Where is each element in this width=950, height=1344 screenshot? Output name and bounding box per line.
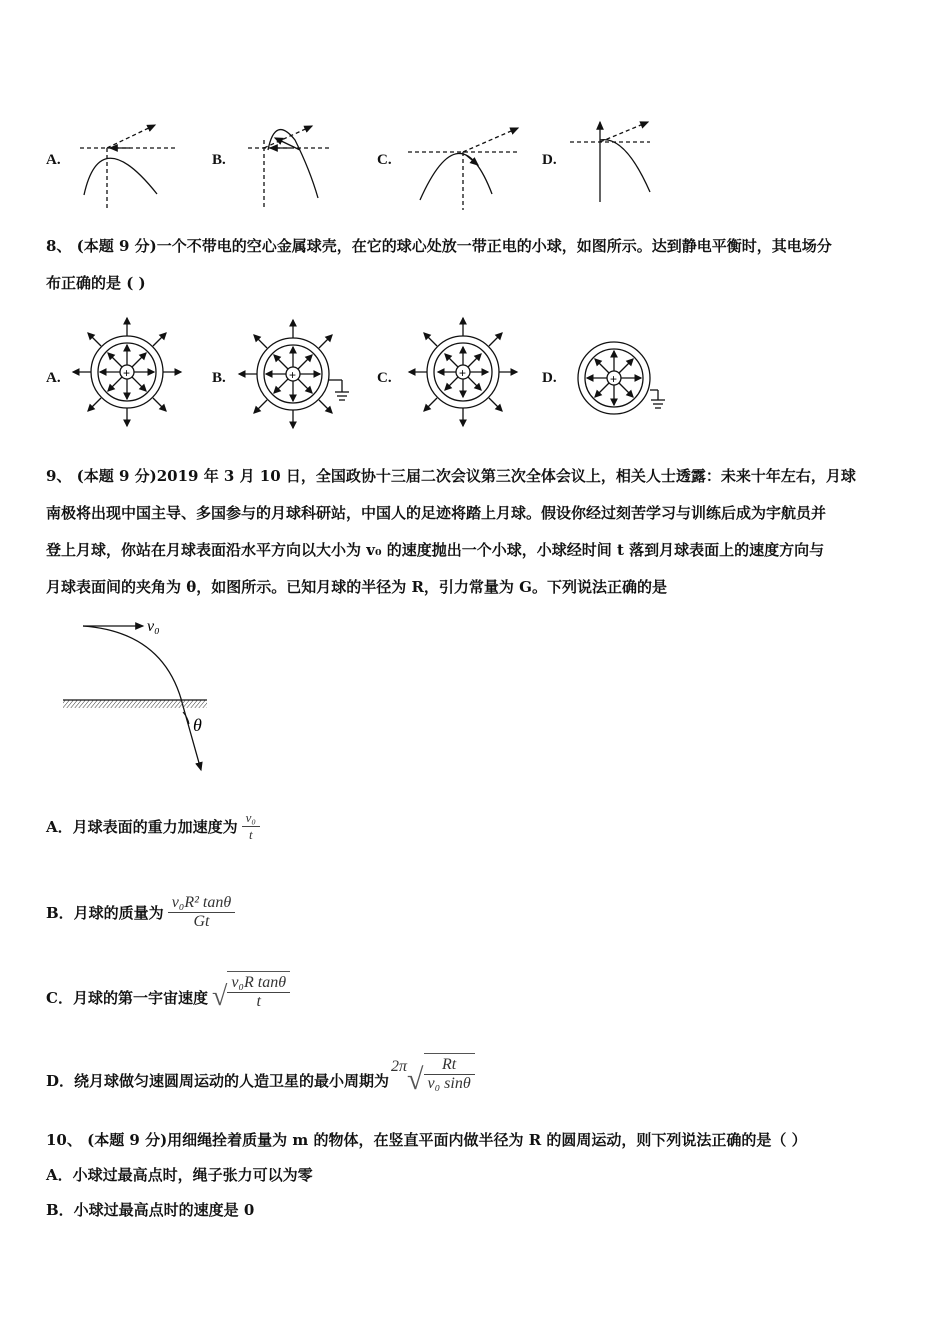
- q10-option-a: A．小球过最高点时，绳子张力可以为零: [46, 1166, 313, 1184]
- q8-charge-d: +: [610, 372, 618, 386]
- q9-stem-line1: 9、 (本题 9 分)2019 年 3 月 10 日，全国政协十三届二次会议第三次全体会议上，相关人士透露：未来十年左右，月球: [46, 467, 856, 485]
- q9-option-a-formula: [242, 810, 260, 843]
- q7-option-d-label: D.: [542, 152, 557, 168]
- q9-projectile-figure: [55, 612, 235, 782]
- q8-option-c-label: C.: [377, 370, 392, 386]
- q9-option-c-formula: [227, 971, 290, 1023]
- q9-stem-line3: 登上月球，你站在月球表面沿水平方向以大小为 v₀ 的速度抛出一个小球，小球经时间 t 落到月球表面上的速度方向与: [46, 541, 825, 559]
- q9-option-d-den: v₀ sinθ: [427, 1075, 471, 1092]
- q9-option-a-num: v₀: [242, 810, 260, 827]
- q9-option-d-formula: [424, 1053, 475, 1107]
- q9-option-b-den: Gt: [193, 912, 210, 930]
- q7-figure-b: [248, 126, 330, 210]
- q9-option-b-text: B．月球的质量为: [46, 903, 164, 922]
- q10-option-b: B．小球过最高点时的速度是 0: [46, 1201, 255, 1219]
- q9-option-a: [46, 796, 260, 856]
- q8-field-figures: [0, 310, 700, 440]
- q7-option-c-label: C.: [377, 152, 392, 168]
- q7-figure-d: [570, 122, 650, 202]
- q9-option-c-den: t: [256, 993, 261, 1010]
- q9-fig-theta-label: θ: [193, 715, 202, 735]
- q8-stem-line2: 布正确的是 ( ): [46, 274, 146, 292]
- q9-option-d-sqrt: √ $\frac{Rt}{\text{v₀ sinθ}}$: [407, 1053, 475, 1107]
- q10-stem: 10、 (本题 9 分)用细绳拴着质量为 m 的物体，在竖直平面内做半径为 R 的圆周运动，则下列说法正确的是（ ）: [46, 1131, 807, 1149]
- q9-option-b-num: v₀R² tanθ: [168, 894, 236, 913]
- q8-option-b-label: B.: [212, 370, 226, 386]
- q9-stem-line4: 月球表面间的夹角为 θ，如图所示。已知月球的半径为 R，引力常量为 G。下列说法正确的是: [46, 578, 667, 596]
- q9-option-b: [46, 880, 235, 944]
- q8-charge-b: +: [289, 368, 297, 382]
- q9-option-d-num: Rt: [424, 1056, 475, 1075]
- q8-charge-a: +: [123, 366, 131, 380]
- q9-option-c: [46, 962, 290, 1032]
- q9-option-c-num: v₀R tanθ: [227, 974, 290, 993]
- q9-option-b-formula: [168, 894, 236, 931]
- q7-figure-a: [80, 125, 175, 210]
- q9-option-d-prefix: 2π: [391, 1058, 408, 1075]
- q8-option-a-label: A.: [46, 370, 61, 386]
- q8-figure-d: [578, 342, 665, 414]
- q9-stem-line2: 南极将出现中国主导、多国参与的月球科研站，中国人的足迹将踏上月球。假设你经过刻苦学习与训练后成为宇航员并: [46, 504, 827, 522]
- q7-figure-c: [408, 128, 520, 210]
- q9-option-d-text: D．绕月球做匀速圆周运动的人造卫星的最小周期为: [46, 1071, 390, 1090]
- q8-charge-c: +: [459, 366, 467, 380]
- q9-option-d: [46, 1044, 475, 1116]
- q9-fig-v0-label: v₀: [147, 618, 160, 635]
- q9-option-a-text: A．月球表面的重力加速度为: [46, 817, 238, 836]
- q7-trajectory-figures: [0, 110, 700, 220]
- q9-option-c-text: C．月球的第一宇宙速度: [46, 988, 208, 1007]
- q9-option-a-den: t: [248, 826, 253, 842]
- q8-stem-line1: 8、 (本题 9 分)一个不带电的空心金属球壳，在它的球心处放一带正电的小球，如图所示。达到静电平衡时，其电场分: [46, 237, 832, 255]
- q9-option-c-sqrt: √ $\frac{\text{v₀R tanθ}}{t}$: [212, 971, 290, 1023]
- q7-option-a-label: A.: [46, 152, 61, 168]
- q7-option-b-label: B.: [212, 152, 226, 168]
- q8-option-d-label: D.: [542, 370, 557, 386]
